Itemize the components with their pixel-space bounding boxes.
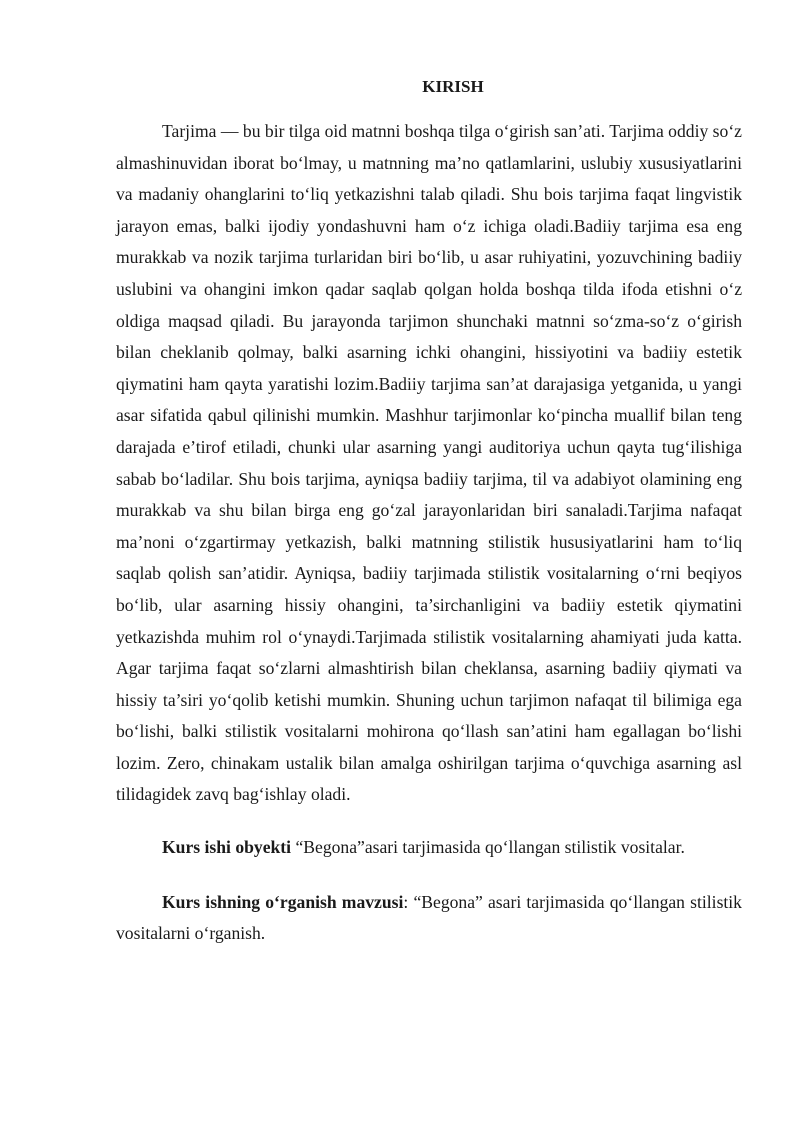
subject-paragraph — [116, 887, 742, 950]
subject-label: Kurs ishning o‘rganish mavzusi — [162, 891, 404, 912]
page-title: KIRISH — [422, 77, 484, 96]
subject-text: : “Begona” asari tarjimasida qo‘llangan stilistik vositalarni o‘rganish. — [116, 891, 742, 944]
object-label: Kurs ishi obyekti — [162, 837, 292, 858]
document-page — [116, 0, 742, 950]
object-text: “Begona”asari tarjimasida qo‘llangan stilistik vositalar. — [291, 837, 685, 858]
intro-paragraph: Tarjima — bu bir tilga oid matnni boshqa tilga o‘girish san’ati. Tarjima oddiy so‘z almashinuvidan iborat bo‘lmay, u matnning ma’no qatlamlarini, uslubiy xususiyatlarini va madaniy ohanglarini to‘liq yetkazishni talab qiladi. Shu bois tarjima faqat lingvistik jarayon emas, balki ijodiy yondashuvni ham o‘z ichiga oladi.Badiiy tarjima esa eng murakkab va nozik tarjima turlaridan biri bo‘lib, u asar ruhiyatini, yozuvchining badiiy uslubini va ohangini imkon qadar saqlab qolgan holda boshqa tilda ifoda etishni o‘z oldiga maqsad qiladi. Bu jarayonda tarjimon shunchaki matnni so‘zma-so‘z o‘girish bilan cheklanib qolmay, balki asarning ichki ohangini, hissiyotini va badiiy estetik qiymatini ham qayta yaratishi lozim.Badiiy tarjima san’at darajasiga yetganida, u yangi asar sifatida qabul qilinishi mumkin. Mashhur tarjimonlar ko‘pincha muallif bilan teng darajada e’tirof etiladi, chunki ular asarning yangi auditoriya uchun qayta tug‘ilishiga sabab bo‘ladilar. Shu bois tarjima, ayniqsa badiiy tarjima, til va adabiyot olamining eng murakkab va shu bilan birga eng go‘zal jarayonlaridan biri sanaladi.Tarjima nafaqat ma’noni o‘zgartirmay yetkazish, balki matnning stilistik hususiyatlarini ham to‘liq saqlab qolish san’atidir. Ayniqsa, badiiy tarjimada stilistik vositalarning o‘rni beqiyos bo‘lib, ular asarning hissiy ohangini, ta’sirchanligini va badiiy estetik qiymatini yetkazishda muhim rol o‘ynaydi.Tarjimada stilistik vositalarning ahamiyati juda katta. Agar tarjima faqat so‘zlarni almashtirish bilan cheklansa, asarning badiiy qiymati va hissiy ta’siri yo‘qolib ketishi mumkin. Shuning uchun tarjimon nafaqat til bilimiga ega bo‘lishi, balki stilistik vositalarni mohirona qo‘llash san’atini ham egallagan bo‘lishi lozim. Zero, chinakam ustalik bilan amalga oshirilgan tarjima o‘quvchiga asarning asl tilidagidek zavq bag‘ishlay oladi. — [116, 121, 742, 805]
object-paragraph — [116, 832, 742, 864]
